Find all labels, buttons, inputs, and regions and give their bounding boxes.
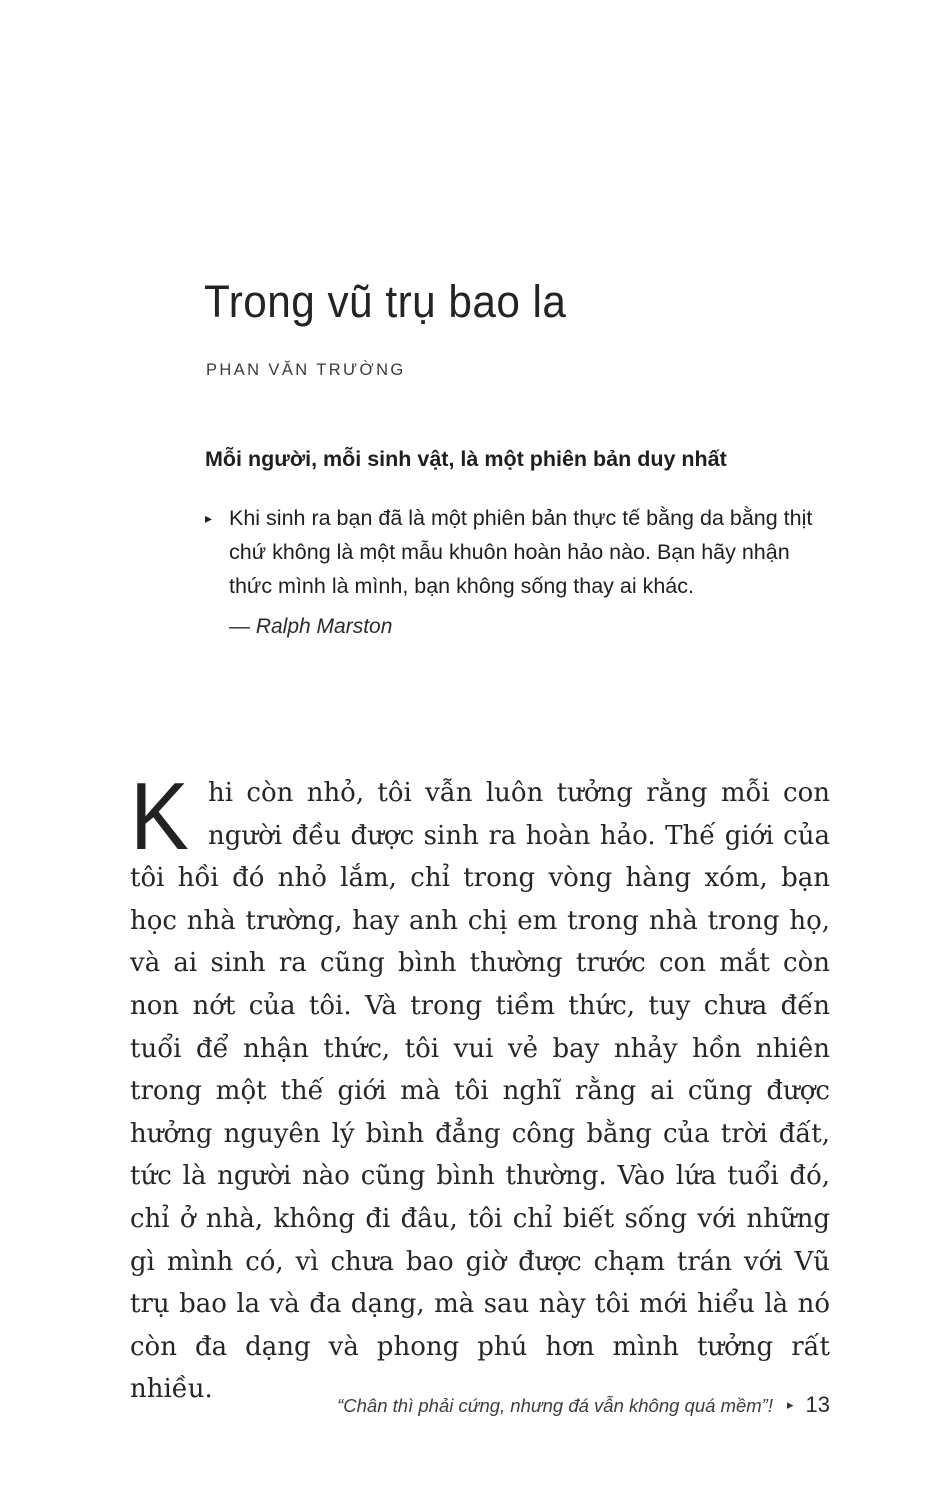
page-footer xyxy=(337,1392,830,1418)
drop-cap: K xyxy=(130,763,189,870)
footer-triangle-icon: ▸ xyxy=(786,1397,794,1412)
epigraph-quote-row xyxy=(205,501,830,603)
epigraph-quote: Khi sinh ra bạn đã là một phiên bản thực tế bằng da bằng thịt chứ không là một mẫu khuôn hoàn hảo nào. Bạn hãy nhận thức mình là mình, bạn không sống thay ai khác. xyxy=(229,506,813,598)
page-number: 13 xyxy=(805,1392,830,1417)
footer-running-title: “Chân thì phải cứng, nhưng đá vẫn không quá mềm”! xyxy=(337,1395,773,1416)
author-name: PHAN VĂN TRƯỜNG xyxy=(206,361,406,379)
body-paragraph xyxy=(130,763,830,1411)
epigraph-block xyxy=(205,444,830,644)
quote-attribution: — Ralph Marston xyxy=(229,615,393,638)
chapter-title: Trong vũ trụ bao la xyxy=(204,276,567,327)
epigraph-heading: Mỗi người, mỗi sinh vật, là một phiên bản duy nhất xyxy=(205,447,727,471)
paragraph-text: hi còn nhỏ, tôi vẫn luôn tưởng rằng mỗi con người đều được sinh ra hoàn hảo. Thế giới của tôi hồi đó nhỏ lắm, chỉ trong vòng hàng xóm, bạn học nhà trường, hay anh chị em trong nhà trong họ, và ai sinh ra cũng bình thường trước con mắt còn non nớt của tôi. Và trong tiềm thức, tuy chưa đến tuổi để nhận thức, tôi vui vẻ bay nhảy hồn nhiên trong một thế giới mà tôi nghĩ rằng ai cũng được hưởng nguyên lý bình đẳng công bằng của trời đất, tức là người nào cũng bình thường. Vào lứa tuổi đó, chỉ ở nhà, không đi đâu, tôi chỉ biết sống với những gì mình có, vì chưa bao giờ được chạm trán với Vũ trụ bao la và đa dạng, mà sau này tôi mới hiểu là nó còn đa dạng và phong phú hơn mình tưởng rất nhiều. xyxy=(130,778,830,1405)
triangle-bullet-icon: ▸ xyxy=(205,510,213,526)
